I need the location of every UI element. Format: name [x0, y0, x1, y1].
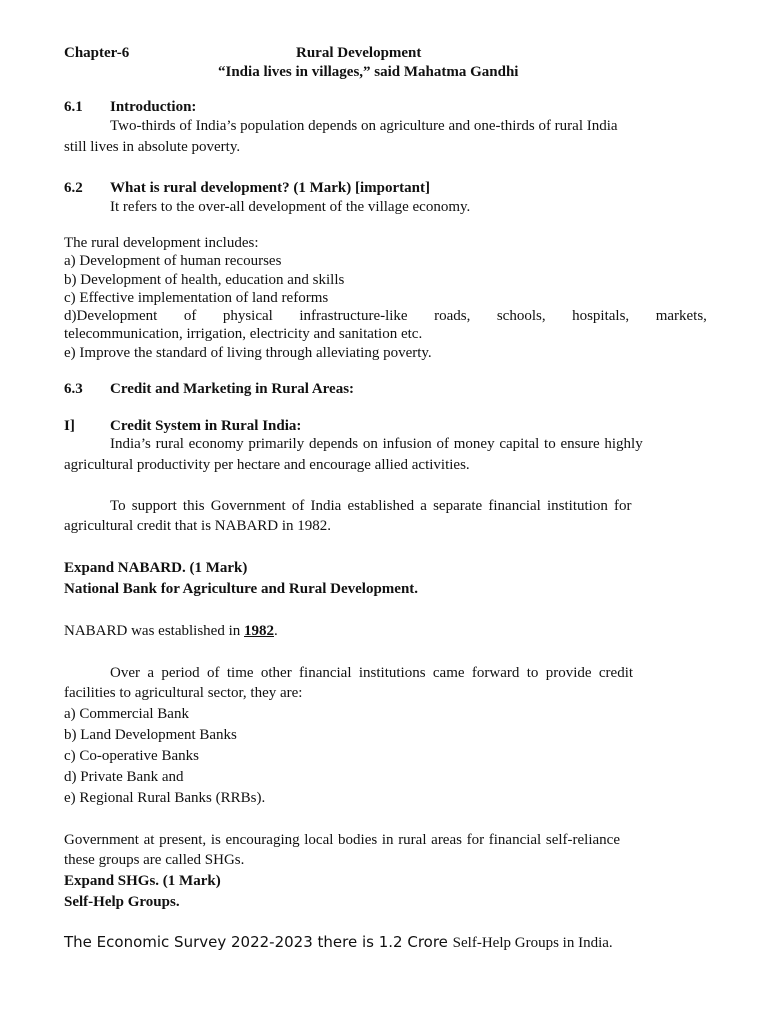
- institution-item: a) Commercial Bank: [64, 706, 189, 722]
- credit-p1-line-1-wrap: [110, 435, 707, 454]
- shg-answer: Self-Help Groups.: [64, 894, 180, 910]
- institution-item: e) Regional Rural Banks (RRBs).: [64, 790, 266, 806]
- section-title-rural-development: What is rural development? (1 Mark) [important]: [110, 180, 430, 196]
- subsection-number-1: I]: [64, 418, 75, 434]
- credit-p2-line-1: To support this Government of India established a separate financial institution for: [110, 498, 632, 514]
- nabard-established: [64, 622, 278, 641]
- section-number-6-2: 6.2: [64, 180, 83, 196]
- includes-item-d-line-2: telecommunication, irrigation, electricity and sanitation etc.: [64, 326, 423, 342]
- includes-item-e: e) Improve the standard of living through alleviating poverty.: [64, 345, 432, 361]
- includes-item-b: b) Development of health, education and skills: [64, 272, 345, 288]
- institution-item: c) Co-operative Banks: [64, 748, 199, 764]
- credit-p1-line-1: India’s rural economy primarily depends on infusion of money capital to ensure highly: [110, 436, 643, 452]
- institutions-p-line-2: facilities to agricultural sector, they are:: [64, 685, 303, 701]
- intro-line-1: Two-thirds of India’s population depends on agriculture and one-thirds of rural India: [110, 118, 618, 134]
- chapter-label: Chapter-6: [64, 45, 130, 61]
- includes-item-d-line-1: [64, 307, 707, 326]
- chapter-quote: “India lives in villages,” said Mahatma Gandhi: [218, 64, 519, 80]
- intro-line-2: still lives in absolute poverty.: [64, 139, 241, 155]
- includes-intro: The rural development includes:: [64, 235, 259, 251]
- nabard-established-year: 1982: [244, 623, 274, 639]
- section-number-6-1: 6.1: [64, 99, 83, 115]
- credit-p2-line-2: agricultural credit that is NABARD in 1982.: [64, 518, 332, 534]
- nabard-question: Expand NABARD. (1 Mark): [64, 560, 248, 576]
- word: infrastructure-like: [299, 308, 408, 324]
- shg-p-line-2: these groups are called SHGs.: [64, 852, 245, 868]
- section-title-introduction: Introduction:: [110, 99, 197, 115]
- nabard-established-text: NABARD was established in: [64, 623, 244, 639]
- economic-survey-line: [64, 933, 613, 953]
- word: roads,: [434, 308, 471, 324]
- nabard-established-suffix: .: [274, 623, 278, 639]
- includes-item-a: a) Development of human recourses: [64, 253, 282, 269]
- shg-question: Expand SHGs. (1 Mark): [64, 873, 221, 889]
- economic-survey-text-end: Self-Help Groups in India.: [452, 935, 613, 951]
- section-title-credit-marketing: Credit and Marketing in Rural Areas:: [110, 381, 355, 397]
- word: of: [183, 308, 197, 324]
- credit-p1-line-2: agricultural productivity per hectare and encourage allied activities.: [64, 457, 470, 473]
- section-number-6-3: 6.3: [64, 381, 83, 397]
- word: physical: [222, 308, 273, 324]
- nabard-answer: National Bank for Agriculture and Rural Development.: [64, 581, 419, 597]
- word: schools,: [496, 308, 546, 324]
- word: d)Development: [64, 308, 158, 324]
- word: hospitals,: [572, 308, 630, 324]
- chapter-title: Rural Development: [296, 45, 422, 61]
- rural-development-definition: It refers to the over-all development of the village economy.: [110, 199, 471, 215]
- word: markets,: [655, 308, 707, 324]
- shg-p-line-1: Government at present, is encouraging local bodies in rural areas for financial self-reliance: [64, 832, 620, 848]
- economic-survey-text: The Economic Survey 2022-2023 there is 1.2 Crore: [64, 933, 453, 951]
- includes-item-c: c) Effective implementation of land reforms: [64, 290, 329, 306]
- subsection-title-credit-system: Credit System in Rural India:: [110, 418, 302, 434]
- institution-item: b) Land Development Banks: [64, 727, 237, 743]
- institutions-p-line-1: Over a period of time other financial institutions came forward to provide credit: [110, 665, 634, 681]
- institution-item: d) Private Bank and: [64, 769, 184, 785]
